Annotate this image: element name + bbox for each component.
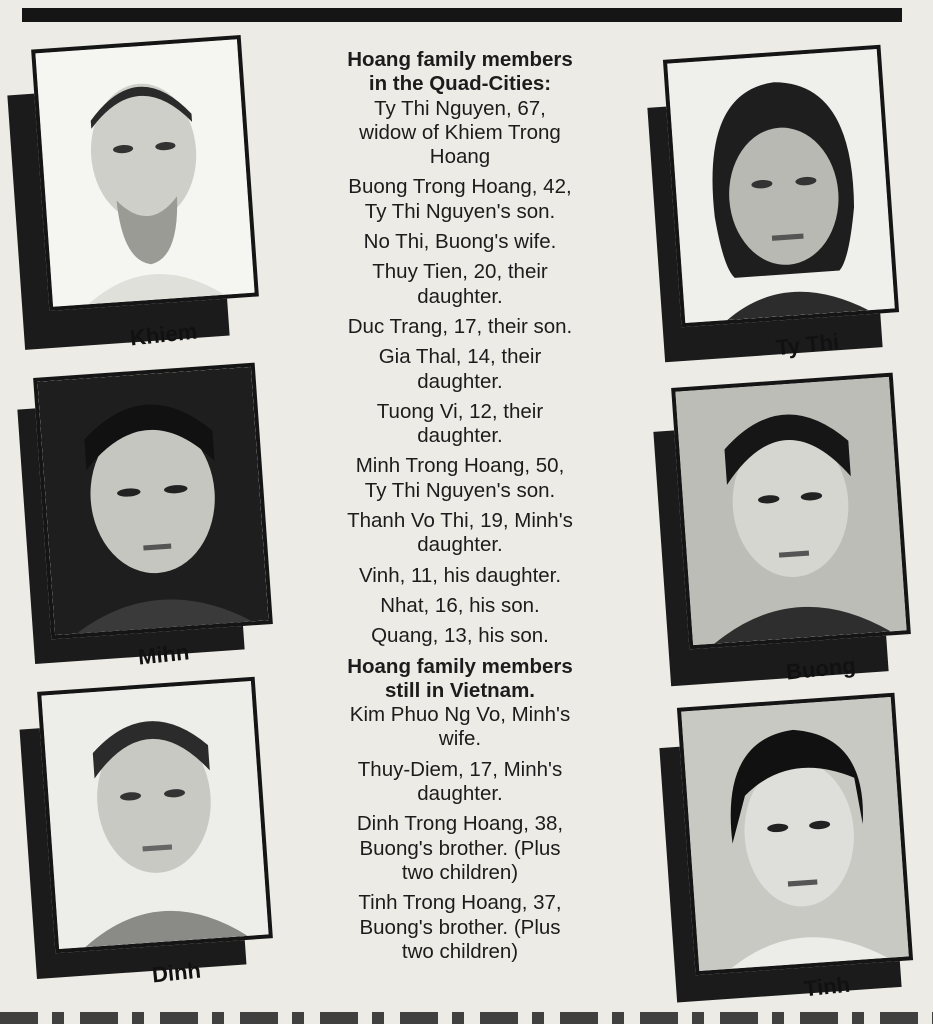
entry-line: wife. [438, 727, 482, 751]
entry-line: Vinh, 11, his daughter. [358, 563, 562, 587]
entry-line: Ty Thi Nguyen's son. [364, 478, 556, 502]
family-entry [300, 812, 620, 885]
entry-line: Hoang [429, 145, 491, 169]
portrait-ty-thi [663, 45, 899, 328]
portrait-tinh [677, 693, 913, 976]
entry-line: Tinh Trong Hoang, 37, [358, 891, 562, 915]
caption-buong: Buong [784, 652, 857, 685]
entry-line: Tuong Vi, 12, their [376, 399, 544, 423]
entry-line: Duc Trang, 17, their son. [347, 314, 573, 338]
family-entry [300, 454, 620, 503]
caption-ty-thi: Ty Thi [774, 328, 841, 361]
entry-line: daughter. [417, 782, 503, 806]
entry-line: daughter. [417, 369, 503, 393]
family-entry [300, 230, 620, 254]
vietnam-heading-line1: Hoang family members [347, 654, 573, 678]
family-entry [300, 624, 620, 648]
portrait-mihn [33, 363, 273, 640]
entry-line: Thuy Tien, 20, their [372, 260, 548, 284]
family-entry [300, 175, 620, 224]
entry-line: Buong's brother. (Plus [359, 915, 561, 939]
entry-line: Ty Thi Nguyen's son. [364, 199, 556, 223]
top-rule [22, 8, 902, 22]
entry-line: Thanh Vo Thi, 19, Minh's [347, 509, 573, 533]
entry-line: two children) [401, 939, 519, 963]
caption-khiem: Khiem [128, 318, 199, 351]
entry-line: Buong's brother. (Plus [359, 836, 561, 860]
entry-line: Dinh Trong Hoang, 38, [356, 812, 564, 836]
entry-line: Nhat, 16, his son. [380, 593, 540, 617]
family-entry [300, 509, 620, 558]
caption-tinh: Tinh [802, 971, 852, 1002]
entry-line: daughter. [417, 533, 503, 557]
family-entry [300, 260, 620, 309]
family-entry [300, 703, 620, 752]
family-entry [300, 315, 620, 339]
vietnam-heading-line2: still in Vietnam. [385, 678, 535, 702]
portrait-dinh [37, 677, 273, 954]
entry-line: Ty Thi Nguyen, 67, [374, 96, 546, 120]
entry-line: widow of Khiem Trong [359, 120, 561, 144]
family-entry [300, 97, 620, 170]
portrait-buong [671, 373, 911, 650]
family-entry [300, 758, 620, 807]
caption-dinh: Dinh [150, 957, 203, 988]
entry-line: daughter. [417, 284, 503, 308]
entry-line: Thuy-Diem, 17, Minh's [357, 757, 563, 781]
entry-line: Buong Trong Hoang, 42, [348, 175, 572, 199]
entry-line: Gia Thal, 14, their [378, 345, 542, 369]
caption-mihn: Mihn [136, 639, 191, 670]
entry-line: daughter. [417, 424, 503, 448]
portrait-khiem [31, 35, 259, 311]
entry-line: Kim Phuo Ng Vo, Minh's [349, 703, 571, 727]
family-list [300, 48, 620, 970]
family-entry [300, 400, 620, 449]
entry-line: two children) [401, 860, 519, 884]
vietnam-entries [300, 703, 620, 964]
entry-line: Quang, 13, his son. [371, 624, 549, 648]
quad-cities-entries [300, 97, 620, 649]
bottom-text-fragment [0, 1012, 933, 1024]
family-entry [300, 891, 620, 964]
entry-line: Minh Trong Hoang, 50, [355, 454, 565, 478]
quad-cities-heading-line2: in the Quad-Cities: [368, 72, 552, 96]
family-entry [300, 345, 620, 394]
family-entry [300, 594, 620, 618]
family-entry [300, 564, 620, 588]
quad-cities-heading-line1: Hoang family members [347, 48, 573, 71]
entry-line: No Thi, Buong's wife. [363, 230, 557, 254]
